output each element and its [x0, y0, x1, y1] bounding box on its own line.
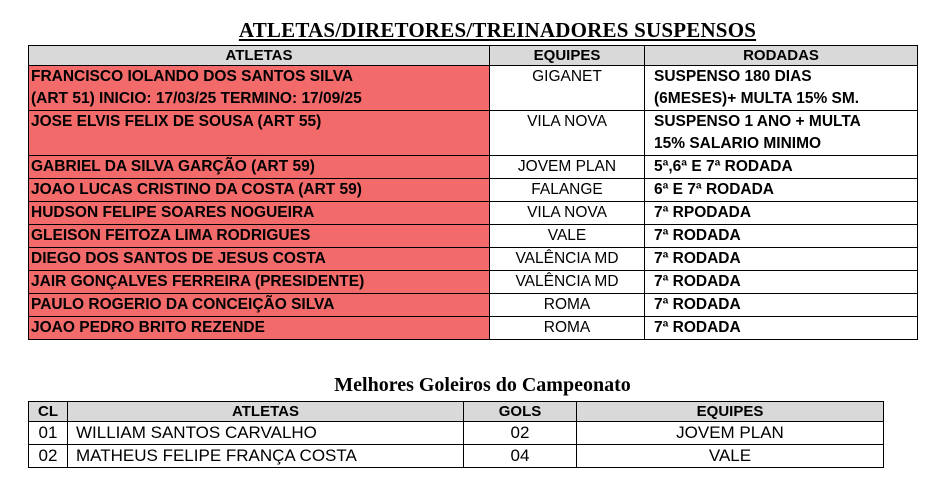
goalkeepers-header-row	[29, 402, 884, 422]
athlete-name	[29, 111, 490, 156]
header-athletes: ATLETAS	[68, 402, 464, 422]
athlete-name-line1: FRANCISCO IOLANDO DOS SANTOS SILVA	[31, 68, 354, 85]
goals: 04	[464, 445, 577, 468]
team: GIGANET	[490, 66, 645, 111]
rounds: 7ª RODADA	[645, 317, 918, 340]
athlete-name-line1: JOSE ELVIS FELIX DE SOUSA (ART 55)	[31, 113, 322, 130]
rounds	[645, 111, 918, 156]
athlete-name: GLEISON FEITOZA LIMA RODRIGUES	[29, 225, 490, 248]
rank: 02	[29, 445, 68, 468]
team: VILA NOVA	[490, 111, 645, 156]
athlete-name: HUDSON FELIPE SOARES NOGUEIRA	[29, 202, 490, 225]
team: VILA NOVA	[490, 202, 645, 225]
header-athletes: ATLETAS	[29, 46, 490, 66]
table-row	[29, 66, 918, 111]
table-row	[29, 294, 918, 317]
team: VALÊNCIA MD	[490, 271, 645, 294]
athlete-name: PAULO ROGERIO DA CONCEIÇÃO SILVA	[29, 294, 490, 317]
goalkeeper-name: MATHEUS FELIPE FRANÇA COSTA	[68, 445, 464, 468]
table-row	[29, 202, 918, 225]
team: JOVEM PLAN	[490, 156, 645, 179]
suspended-table	[28, 45, 918, 340]
rounds: 5ª,6ª E 7ª RODADA	[645, 156, 918, 179]
goalkeeper-name: WILLIAM SANTOS CARVALHO	[68, 422, 464, 445]
table-row	[29, 445, 884, 468]
table-row	[29, 156, 918, 179]
goalkeepers-title: Melhores Goleiros do Campeonato	[334, 374, 631, 396]
athlete-name: GABRIEL DA SILVA GARÇÃO (ART 59)	[29, 156, 490, 179]
table-row	[29, 422, 884, 445]
athlete-name: JOAO PEDRO BRITO REZENDE	[29, 317, 490, 340]
team: ROMA	[490, 294, 645, 317]
rounds: 7ª RODADA	[645, 248, 918, 271]
header-teams: EQUIPES	[490, 46, 645, 66]
table-row	[29, 111, 918, 156]
athlete-name: DIEGO DOS SANTOS DE JESUS COSTA	[29, 248, 490, 271]
rounds: 7ª RPODADA	[645, 202, 918, 225]
rounds-line1: SUSPENSO 180 DIAS	[654, 68, 812, 85]
team: VALE	[490, 225, 645, 248]
rounds	[645, 66, 918, 111]
table-row	[29, 225, 918, 248]
table-row	[29, 248, 918, 271]
table-row	[29, 317, 918, 340]
athlete-name	[29, 66, 490, 111]
team: FALANGE	[490, 179, 645, 202]
rounds-line1: SUSPENSO 1 ANO + MULTA	[654, 113, 861, 130]
rounds: 7ª RODADA	[645, 271, 918, 294]
rounds-line2: 15% SALARIO MINIMO	[654, 135, 822, 152]
athlete-name-line2: (ART 51) INICIO: 17/03/25 TERMINO: 17/09/25	[31, 90, 362, 107]
athlete-name: JAIR GONÇALVES FERREIRA (PRESIDENTE)	[29, 271, 490, 294]
table-row	[29, 179, 918, 202]
header-teams: EQUIPES	[577, 402, 884, 422]
rounds-line2: (6MESES)+ MULTA 15% SM.	[654, 90, 860, 107]
athlete-name: JOAO LUCAS CRISTINO DA COSTA (ART 59)	[29, 179, 490, 202]
team: VALÊNCIA MD	[490, 248, 645, 271]
rounds: 6ª E 7ª RODADA	[645, 179, 918, 202]
header-rounds: RODADAS	[645, 46, 918, 66]
goalkeepers-table	[28, 401, 884, 468]
team: ROMA	[490, 317, 645, 340]
team: JOVEM PLAN	[577, 422, 884, 445]
rounds: 7ª RODADA	[645, 225, 918, 248]
header-goals: GOLS	[464, 402, 577, 422]
header-cl: CL	[29, 402, 68, 422]
goals: 02	[464, 422, 577, 445]
suspended-header-row	[29, 46, 918, 66]
rank: 01	[29, 422, 68, 445]
suspended-title: ATLETAS/DIRETORES/TREINADORES SUSPENSOS	[238, 18, 757, 42]
rounds: 7ª RODADA	[645, 294, 918, 317]
team: VALE	[577, 445, 884, 468]
table-row	[29, 271, 918, 294]
